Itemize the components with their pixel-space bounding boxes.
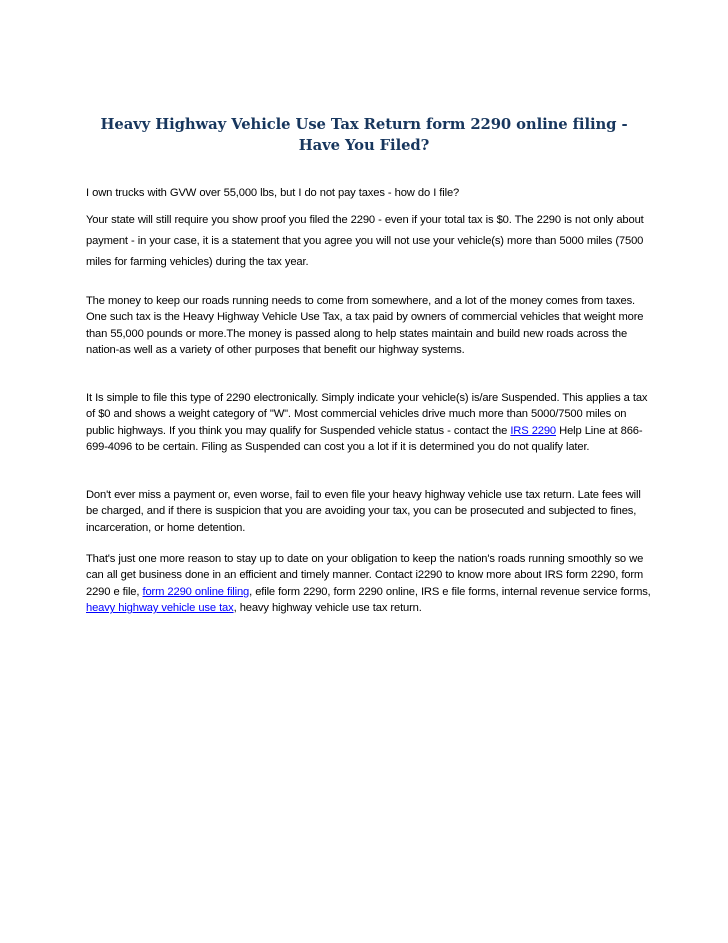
document-title: Heavy Highway Vehicle Use Tax Return form 2290 online filing - Have You Filed? <box>100 116 628 154</box>
suspended-filing-paragraph <box>86 390 652 456</box>
irs-2290-link[interactable]: IRS 2290 <box>510 424 556 437</box>
answer-paragraph: Your state will still require you show proof you filed the 2290 - even if your total tax is $0. The 2290 is not only about payment - in your case, it is a statement that you agree you will not use your vehicle(s) more than 5000 miles (7500 miles for farming vehicles) during the tax year. <box>86 214 644 268</box>
form-2290-online-filing-link[interactable]: form 2290 online filing <box>142 585 250 598</box>
contact-paragraph <box>86 551 652 617</box>
contact-text-part3: , heavy highway vehicle use tax return. <box>233 602 422 615</box>
roads-funding-paragraph: The money to keep our roads running needs to come from somewhere, and a lot of the money comes from taxes. One such tax is the Heavy Highway Vehicle Use Tax, a tax paid by owners of commercial vehicles that weight more than 55,000 pounds or more.The money is passed along to help states maintain and build new roads across the nation-as well as a variety of other purposes that benefit our highway systems. <box>86 295 644 357</box>
suspended-text-before-link: It Is simple to file this type of 2290 electronically. Simply indicate your vehicle(s) is/are Suspended. This applies a tax of $0 and shows a weight category of "W". Most commercial vehicles drive much more than 5000/7500 miles on public highways. If you think you may qualify for Suspended vehicle status - contact the <box>86 392 648 437</box>
late-fees-paragraph: Don't ever miss a payment or, even worse, fail to even file your heavy highway vehicle use tax return. Late fees will be charged, and if there is suspicion that you are avoiding your tax, you can be prosecuted and subjected to fines, incarceration, or home detention. <box>86 489 641 534</box>
question-paragraph: I own trucks with GVW over 55,000 lbs, but I do not pay taxes - how do I file? <box>86 187 460 199</box>
contact-text-part2: , efile form 2290, form 2290 online, IRS e file forms, internal revenue service forms, <box>249 585 651 598</box>
suspended-text-after-link: Help Line at 866-699-4096 to be certain. Filing as Suspended can cost you a lot if it is determined you do not qualify later. <box>86 424 643 454</box>
contact-text-part1: That's just one more reason to stay up to date on your obligation to keep the nation's roads running smoothly so we can all get business done in an efficient and timely manner. Contact i2290 to know more about IRS form 2290, form 2290 e file, <box>86 553 644 598</box>
heavy-highway-vehicle-use-tax-link[interactable]: heavy highway vehicle use tax <box>86 602 234 615</box>
